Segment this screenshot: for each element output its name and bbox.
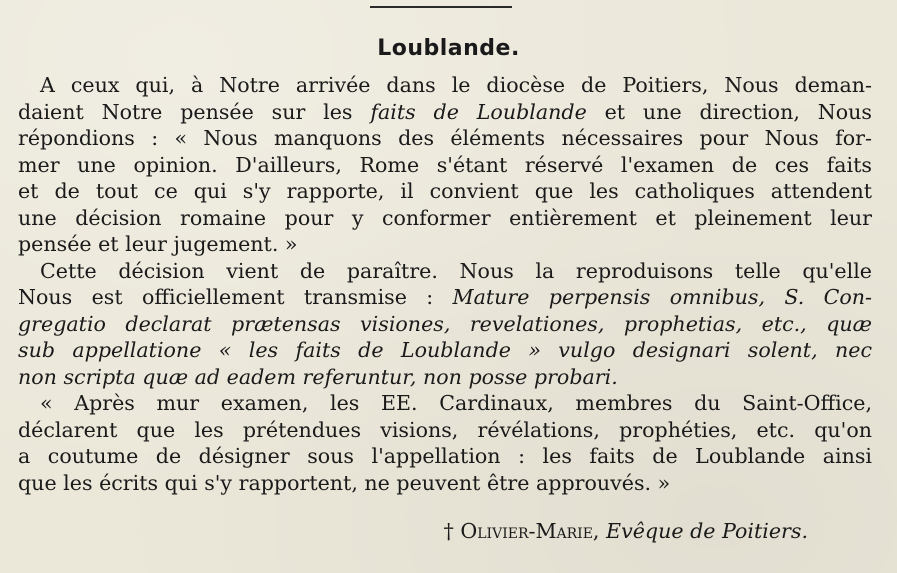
text-line [18, 205, 872, 232]
text-line [18, 337, 872, 364]
text-line [18, 417, 872, 444]
text-segment: a coutume de désigner sous l'appellation : les faits de Loublande ainsi [18, 444, 872, 468]
paragraph [18, 390, 872, 496]
text-segment: et de tout ce qui s'y rapporte, il convient que les catholiques attendent [18, 179, 872, 203]
cross-symbol: † [443, 519, 454, 543]
text-line [18, 125, 872, 152]
text-segment: pensée et leur jugement. » [18, 232, 298, 256]
paragraph [18, 72, 872, 258]
text-line [18, 364, 872, 391]
top-rule [370, 6, 512, 8]
signature [444, 518, 808, 544]
italic-text: gregatio declarat prætensas visiones, revelationes, prophetias, etc., quæ [18, 311, 872, 336]
text-segment: daient Notre pensée sur les [18, 99, 371, 124]
text-line [18, 72, 872, 99]
text-segment: Nous est officiellement transmise : [18, 285, 453, 309]
text-segment: A ceux qui, à Notre arrivée dans le diocèse de Poitiers, Nous deman- [40, 73, 872, 97]
text-segment: répondions : « Nous manquons des éléments nécessaires pour Nous for- [18, 126, 872, 150]
paragraph [18, 258, 872, 391]
italic-text: faits de Loublande [370, 99, 587, 124]
text-segment: une décision romaine pour y conformer entièrement et pleinement leur [18, 205, 872, 230]
text-line [18, 231, 872, 258]
text-segment: « Après mur examen, les EE. Cardinaux, membres du Saint-Office, [40, 391, 872, 415]
article-body [18, 72, 872, 496]
text-segment: Cette décision vient de paraître. Nous la reproduisons telle qu'elle [40, 258, 872, 283]
text-line [18, 390, 872, 417]
text-segment: déclarent que les prétendues visions, révélations, prophéties, etc. qu'on [18, 417, 872, 442]
text-segment: et une direction, Nous [586, 99, 872, 124]
text-segment: que les écrits qui s'y rapportent, ne peuvent être approuvés. » [18, 470, 671, 495]
article-title: Loublande. [377, 36, 520, 61]
text-segment: mer une opinion. D'ailleurs, Rome s'étant réservé l'examen de ces faits [18, 152, 872, 177]
text-line [18, 284, 872, 311]
text-line [18, 178, 872, 205]
italic-text: Mature perpensis omnibus, S. Con- [452, 285, 873, 309]
signature-name: Olivier-Marie, [460, 519, 600, 543]
signature-title: Evêque de Poitiers. [606, 519, 808, 543]
text-line [18, 258, 872, 285]
italic-text: non scripta quæ ad eadem referuntur, non posse probari. [18, 364, 618, 389]
text-line [18, 152, 872, 179]
italic-text: sub appellatione « les faits de Loublande » vulgo designari solent, nec [18, 338, 872, 362]
text-line [18, 443, 872, 470]
text-line [18, 470, 872, 497]
text-line [18, 311, 872, 338]
text-line [18, 99, 872, 126]
